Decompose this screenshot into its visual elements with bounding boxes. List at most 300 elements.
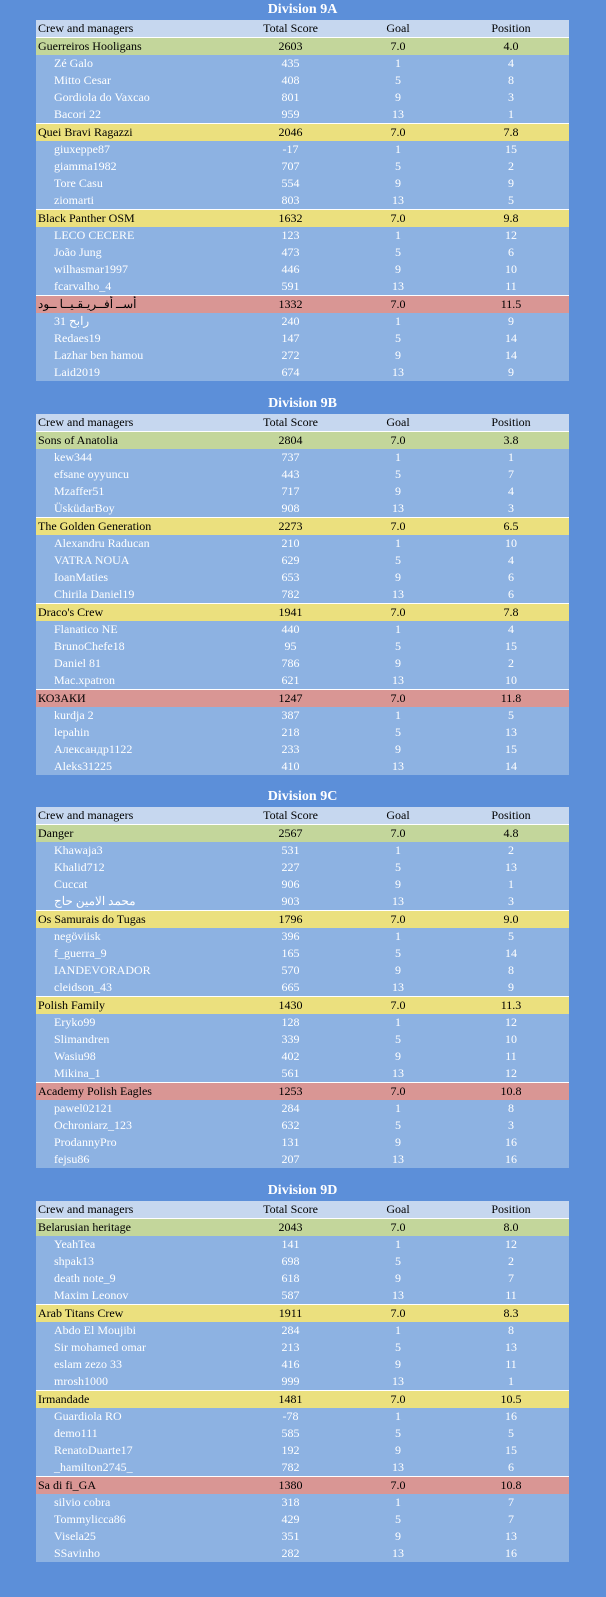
crew-position: 8.0 xyxy=(453,1219,569,1237)
manager-score: 218 xyxy=(238,724,343,741)
manager-goal: 13 xyxy=(343,106,453,124)
manager-row xyxy=(36,876,569,893)
manager-row xyxy=(36,175,569,192)
header-position: Position xyxy=(453,20,569,38)
manager-position: 15 xyxy=(453,1442,569,1459)
manager-score: 387 xyxy=(238,707,343,724)
manager-name: LECO CECERE xyxy=(36,227,238,244)
manager-goal: 1 xyxy=(343,842,453,859)
manager-row xyxy=(36,928,569,945)
crew-row xyxy=(36,296,569,314)
manager-position: 7 xyxy=(453,1270,569,1287)
manager-goal: 13 xyxy=(343,1151,453,1168)
manager-position: 1 xyxy=(453,876,569,893)
manager-goal: 1 xyxy=(343,621,453,638)
manager-position: 15 xyxy=(453,638,569,655)
manager-position: 10 xyxy=(453,535,569,552)
division-title: Division 9A xyxy=(267,2,338,17)
manager-goal: 13 xyxy=(343,758,453,775)
manager-row xyxy=(36,962,569,979)
header-position: Position xyxy=(453,414,569,432)
manager-name: Ochroniarz_123 xyxy=(36,1117,238,1134)
manager-score: 396 xyxy=(238,928,343,945)
header-goal: Goal xyxy=(343,20,453,38)
manager-name: ÜsküdarBoy xyxy=(36,500,238,518)
manager-position: 5 xyxy=(453,928,569,945)
manager-name: lepahin xyxy=(36,724,238,741)
crew-row xyxy=(36,997,569,1015)
manager-row xyxy=(36,192,569,210)
crew-total-score: 2273 xyxy=(238,518,343,536)
manager-row xyxy=(36,1048,569,1065)
header-goal: Goal xyxy=(343,1201,453,1219)
manager-position: 1 xyxy=(453,106,569,124)
manager-name: fejsu86 xyxy=(36,1151,238,1168)
crew-goal: 7.0 xyxy=(343,518,453,536)
manager-score: 717 xyxy=(238,483,343,500)
manager-goal: 5 xyxy=(343,1117,453,1134)
manager-position: 15 xyxy=(453,741,569,758)
standings-table xyxy=(36,414,569,775)
manager-row xyxy=(36,1065,569,1083)
manager-position: 8 xyxy=(453,72,569,89)
manager-name: Eryko99 xyxy=(36,1014,238,1031)
manager-row xyxy=(36,893,569,911)
manager-goal: 1 xyxy=(343,55,453,72)
manager-row xyxy=(36,500,569,518)
manager-row xyxy=(36,1151,569,1168)
manager-row xyxy=(36,1117,569,1134)
manager-position: 11 xyxy=(453,278,569,296)
manager-goal: 1 xyxy=(343,928,453,945)
division-section xyxy=(36,0,569,381)
manager-position: 3 xyxy=(453,893,569,911)
manager-name: João Jung xyxy=(36,244,238,261)
manager-position: 2 xyxy=(453,1253,569,1270)
manager-row xyxy=(36,483,569,500)
manager-position: 10 xyxy=(453,672,569,690)
crew-row xyxy=(36,38,569,56)
manager-goal: 9 xyxy=(343,1442,453,1459)
manager-name: Laid2019 xyxy=(36,364,238,381)
manager-score: 591 xyxy=(238,278,343,296)
manager-goal: 9 xyxy=(343,1356,453,1373)
manager-goal: 1 xyxy=(343,449,453,466)
manager-row xyxy=(36,638,569,655)
crew-name: Academy Polish Eagles xyxy=(36,1083,238,1101)
manager-goal: 9 xyxy=(343,1270,453,1287)
crew-row xyxy=(36,1391,569,1409)
manager-row xyxy=(36,1270,569,1287)
crew-total-score: 2043 xyxy=(238,1219,343,1237)
manager-name: Mac.xpatron xyxy=(36,672,238,690)
manager-score: 339 xyxy=(238,1031,343,1048)
manager-goal: 1 xyxy=(343,1408,453,1425)
manager-position: 11 xyxy=(453,1356,569,1373)
manager-score: 131 xyxy=(238,1134,343,1151)
manager-row xyxy=(36,741,569,758)
manager-goal: 9 xyxy=(343,655,453,672)
crew-row xyxy=(36,432,569,450)
manager-position: 9 xyxy=(453,364,569,381)
crew-position: 6.5 xyxy=(453,518,569,536)
manager-goal: 5 xyxy=(343,72,453,89)
manager-row xyxy=(36,1339,569,1356)
manager-row xyxy=(36,1425,569,1442)
manager-score: 906 xyxy=(238,876,343,893)
manager-row xyxy=(36,842,569,859)
manager-row xyxy=(36,1031,569,1048)
manager-row xyxy=(36,158,569,175)
division-section xyxy=(36,1181,569,1562)
header-total-score: Total Score xyxy=(238,20,343,38)
manager-score: 272 xyxy=(238,347,343,364)
manager-name: ProdannyPro xyxy=(36,1134,238,1151)
manager-goal: 13 xyxy=(343,1545,453,1562)
manager-row xyxy=(36,655,569,672)
manager-score: 408 xyxy=(238,72,343,89)
manager-score: 282 xyxy=(238,1545,343,1562)
manager-name: Tommylicca86 xyxy=(36,1511,238,1528)
header-goal: Goal xyxy=(343,414,453,432)
manager-name: IoanMaties xyxy=(36,569,238,586)
manager-row xyxy=(36,1014,569,1031)
manager-score: 165 xyxy=(238,945,343,962)
manager-position: 12 xyxy=(453,1236,569,1253)
manager-score: 128 xyxy=(238,1014,343,1031)
manager-name: Alexandru Raducan xyxy=(36,535,238,552)
manager-row xyxy=(36,364,569,381)
manager-row xyxy=(36,707,569,724)
manager-name: Mikina_1 xyxy=(36,1065,238,1083)
manager-position: 7 xyxy=(453,1511,569,1528)
manager-row xyxy=(36,1322,569,1339)
manager-goal: 13 xyxy=(343,1459,453,1477)
crew-position: 11.5 xyxy=(453,296,569,314)
manager-goal: 5 xyxy=(343,330,453,347)
manager-score: 707 xyxy=(238,158,343,175)
manager-name: f_guerra_9 xyxy=(36,945,238,962)
manager-row xyxy=(36,1134,569,1151)
manager-position: 12 xyxy=(453,227,569,244)
crew-total-score: 1253 xyxy=(238,1083,343,1101)
manager-row xyxy=(36,569,569,586)
header-total-score: Total Score xyxy=(238,807,343,825)
manager-name: Mzaffer51 xyxy=(36,483,238,500)
crew-name: Arab Titans Crew xyxy=(36,1305,238,1323)
header-position: Position xyxy=(453,807,569,825)
crew-goal: 7.0 xyxy=(343,1477,453,1495)
manager-position: 3 xyxy=(453,1117,569,1134)
crew-name: Quei Bravi Ragazzi xyxy=(36,124,238,142)
manager-position: 5 xyxy=(453,1425,569,1442)
crew-goal: 7.0 xyxy=(343,38,453,56)
manager-name: Khawaja3 xyxy=(36,842,238,859)
crew-row xyxy=(36,604,569,622)
standings-table xyxy=(36,1201,569,1562)
manager-goal: 13 xyxy=(343,500,453,518)
crew-total-score: 1796 xyxy=(238,911,343,929)
crew-position: 4.0 xyxy=(453,38,569,56)
manager-position: 6 xyxy=(453,1459,569,1477)
manager-position: 4 xyxy=(453,55,569,72)
crew-total-score: 1941 xyxy=(238,604,343,622)
manager-goal: 9 xyxy=(343,569,453,586)
manager-position: 10 xyxy=(453,1031,569,1048)
manager-score: 632 xyxy=(238,1117,343,1134)
crew-goal: 7.0 xyxy=(343,210,453,228)
crew-row xyxy=(36,1083,569,1101)
manager-row xyxy=(36,586,569,604)
manager-goal: 1 xyxy=(343,141,453,158)
crew-row xyxy=(36,124,569,142)
manager-score: 908 xyxy=(238,500,343,518)
manager-name: fcarvalho_4 xyxy=(36,278,238,296)
manager-name: Aleks31225 xyxy=(36,758,238,775)
manager-goal: 1 xyxy=(343,535,453,552)
manager-name: negöviisk xyxy=(36,928,238,945)
manager-goal: 5 xyxy=(343,552,453,569)
manager-score: -17 xyxy=(238,141,343,158)
division-title: Division 9B xyxy=(268,396,337,411)
manager-position: 2 xyxy=(453,842,569,859)
manager-goal: 13 xyxy=(343,1287,453,1305)
crew-name: Polish Family xyxy=(36,997,238,1015)
manager-row xyxy=(36,979,569,997)
manager-row xyxy=(36,89,569,106)
manager-score: 351 xyxy=(238,1528,343,1545)
header-crew-and-managers: Crew and managers xyxy=(36,807,238,825)
manager-position: 5 xyxy=(453,192,569,210)
manager-name: Daniel 81 xyxy=(36,655,238,672)
manager-score: 653 xyxy=(238,569,343,586)
manager-goal: 13 xyxy=(343,893,453,911)
manager-position: 13 xyxy=(453,1528,569,1545)
header-total-score: Total Score xyxy=(238,1201,343,1219)
table-header-row xyxy=(36,414,569,432)
manager-position: 16 xyxy=(453,1408,569,1425)
manager-score: 402 xyxy=(238,1048,343,1065)
manager-score: 629 xyxy=(238,552,343,569)
manager-name: Bacori 22 xyxy=(36,106,238,124)
manager-name: Cuccat xyxy=(36,876,238,893)
manager-goal: 9 xyxy=(343,1528,453,1545)
manager-goal: 9 xyxy=(343,347,453,364)
manager-score: 284 xyxy=(238,1100,343,1117)
manager-row xyxy=(36,1494,569,1511)
manager-score: 803 xyxy=(238,192,343,210)
crew-goal: 7.0 xyxy=(343,911,453,929)
manager-score: 123 xyxy=(238,227,343,244)
manager-row xyxy=(36,672,569,690)
manager-name: giuxeppe87 xyxy=(36,141,238,158)
manager-goal: 5 xyxy=(343,724,453,741)
crew-goal: 7.0 xyxy=(343,997,453,1015)
manager-position: 6 xyxy=(453,569,569,586)
crew-total-score: 1481 xyxy=(238,1391,343,1409)
crew-position: 10.8 xyxy=(453,1083,569,1101)
manager-position: 4 xyxy=(453,483,569,500)
manager-name: رابح 31 xyxy=(36,313,238,330)
manager-name: shpak13 xyxy=(36,1253,238,1270)
manager-goal: 5 xyxy=(343,466,453,483)
manager-goal: 13 xyxy=(343,1065,453,1083)
manager-row xyxy=(36,945,569,962)
manager-goal: 9 xyxy=(343,876,453,893)
division-title: Division 9D xyxy=(267,1183,338,1198)
manager-score: 95 xyxy=(238,638,343,655)
manager-goal: 5 xyxy=(343,1031,453,1048)
crew-position: 10.8 xyxy=(453,1477,569,1495)
header-crew-and-managers: Crew and managers xyxy=(36,20,238,38)
manager-position: 13 xyxy=(453,859,569,876)
manager-row xyxy=(36,278,569,296)
manager-score: 554 xyxy=(238,175,343,192)
crew-goal: 7.0 xyxy=(343,432,453,450)
manager-goal: 13 xyxy=(343,364,453,381)
manager-row xyxy=(36,1253,569,1270)
manager-goal: 9 xyxy=(343,261,453,278)
standings-table xyxy=(36,20,569,381)
manager-goal: 5 xyxy=(343,244,453,261)
manager-row xyxy=(36,244,569,261)
manager-score: 570 xyxy=(238,962,343,979)
manager-position: 3 xyxy=(453,500,569,518)
table-header-row xyxy=(36,807,569,825)
manager-goal: 1 xyxy=(343,313,453,330)
manager-goal: 9 xyxy=(343,1134,453,1151)
manager-name: kew344 xyxy=(36,449,238,466)
manager-position: 16 xyxy=(453,1151,569,1168)
manager-name: محمد الامين حاج xyxy=(36,893,238,911)
manager-name: Sir mohamed omar xyxy=(36,1339,238,1356)
manager-goal: 1 xyxy=(343,1494,453,1511)
manager-name: pawel02121 xyxy=(36,1100,238,1117)
crew-total-score: 1332 xyxy=(238,296,343,314)
crew-row xyxy=(36,1219,569,1237)
header-crew-and-managers: Crew and managers xyxy=(36,1201,238,1219)
manager-position: 7 xyxy=(453,1494,569,1511)
manager-goal: 1 xyxy=(343,1322,453,1339)
manager-name: Zé Galo xyxy=(36,55,238,72)
manager-score: 446 xyxy=(238,261,343,278)
manager-position: 14 xyxy=(453,347,569,364)
manager-row xyxy=(36,1408,569,1425)
manager-row xyxy=(36,1442,569,1459)
manager-score: 585 xyxy=(238,1425,343,1442)
crew-goal: 7.0 xyxy=(343,124,453,142)
manager-row xyxy=(36,1528,569,1545)
crew-total-score: 2567 xyxy=(238,825,343,843)
crew-name: Guerreiros Hooligans xyxy=(36,38,238,56)
manager-row xyxy=(36,552,569,569)
manager-row xyxy=(36,724,569,741)
manager-row xyxy=(36,330,569,347)
crew-row xyxy=(36,825,569,843)
manager-score: 782 xyxy=(238,1459,343,1477)
manager-name: Mitto Cesar xyxy=(36,72,238,89)
manager-goal: 13 xyxy=(343,278,453,296)
manager-position: 11 xyxy=(453,1048,569,1065)
manager-name: RenatoDuarte17 xyxy=(36,1442,238,1459)
crew-position: 3.8 xyxy=(453,432,569,450)
crew-name: أســ أفــريـقـيــا ــود xyxy=(36,296,238,314)
crew-position: 7.8 xyxy=(453,604,569,622)
manager-name: Guardiola RO xyxy=(36,1408,238,1425)
manager-goal: 9 xyxy=(343,1048,453,1065)
crew-goal: 7.0 xyxy=(343,1391,453,1409)
manager-position: 4 xyxy=(453,552,569,569)
crew-goal: 7.0 xyxy=(343,1219,453,1237)
header-goal: Goal xyxy=(343,807,453,825)
crew-position: 8.3 xyxy=(453,1305,569,1323)
manager-row xyxy=(36,106,569,124)
crew-goal: 7.0 xyxy=(343,1083,453,1101)
table-header-row xyxy=(36,1201,569,1219)
manager-goal: 13 xyxy=(343,672,453,690)
manager-goal: 5 xyxy=(343,1253,453,1270)
crew-goal: 7.0 xyxy=(343,1305,453,1323)
manager-score: 284 xyxy=(238,1322,343,1339)
manager-score: 999 xyxy=(238,1373,343,1391)
crew-name: Danger xyxy=(36,825,238,843)
crew-row xyxy=(36,1477,569,1495)
manager-position: 3 xyxy=(453,89,569,106)
manager-position: 12 xyxy=(453,1014,569,1031)
manager-name: Gordiola do Vaxcao xyxy=(36,89,238,106)
manager-name: Wasiu98 xyxy=(36,1048,238,1065)
manager-name: SSavinho xyxy=(36,1545,238,1562)
crew-position: 10.5 xyxy=(453,1391,569,1409)
manager-goal: 9 xyxy=(343,175,453,192)
manager-name: Tore Casu xyxy=(36,175,238,192)
manager-name: giamma1982 xyxy=(36,158,238,175)
crew-position: 9.0 xyxy=(453,911,569,929)
header-position: Position xyxy=(453,1201,569,1219)
manager-position: 8 xyxy=(453,1322,569,1339)
manager-goal: 5 xyxy=(343,945,453,962)
manager-position: 16 xyxy=(453,1545,569,1562)
manager-goal: 5 xyxy=(343,158,453,175)
manager-row xyxy=(36,758,569,775)
manager-score: 192 xyxy=(238,1442,343,1459)
manager-position: 2 xyxy=(453,655,569,672)
manager-score: 665 xyxy=(238,979,343,997)
manager-score: 318 xyxy=(238,1494,343,1511)
manager-row xyxy=(36,1545,569,1562)
manager-score: 531 xyxy=(238,842,343,859)
manager-position: 10 xyxy=(453,261,569,278)
manager-row xyxy=(36,466,569,483)
manager-position: 9 xyxy=(453,979,569,997)
manager-row xyxy=(36,313,569,330)
manager-score: 698 xyxy=(238,1253,343,1270)
manager-position: 15 xyxy=(453,141,569,158)
manager-position: 1 xyxy=(453,449,569,466)
manager-row xyxy=(36,72,569,89)
manager-position: 12 xyxy=(453,1065,569,1083)
manager-row xyxy=(36,1236,569,1253)
manager-name: Maxim Leonov xyxy=(36,1287,238,1305)
division-section xyxy=(36,787,569,1168)
manager-score: 440 xyxy=(238,621,343,638)
manager-row xyxy=(36,141,569,158)
manager-score: -78 xyxy=(238,1408,343,1425)
crew-row xyxy=(36,690,569,708)
manager-score: 141 xyxy=(238,1236,343,1253)
manager-score: 801 xyxy=(238,89,343,106)
manager-score: 213 xyxy=(238,1339,343,1356)
